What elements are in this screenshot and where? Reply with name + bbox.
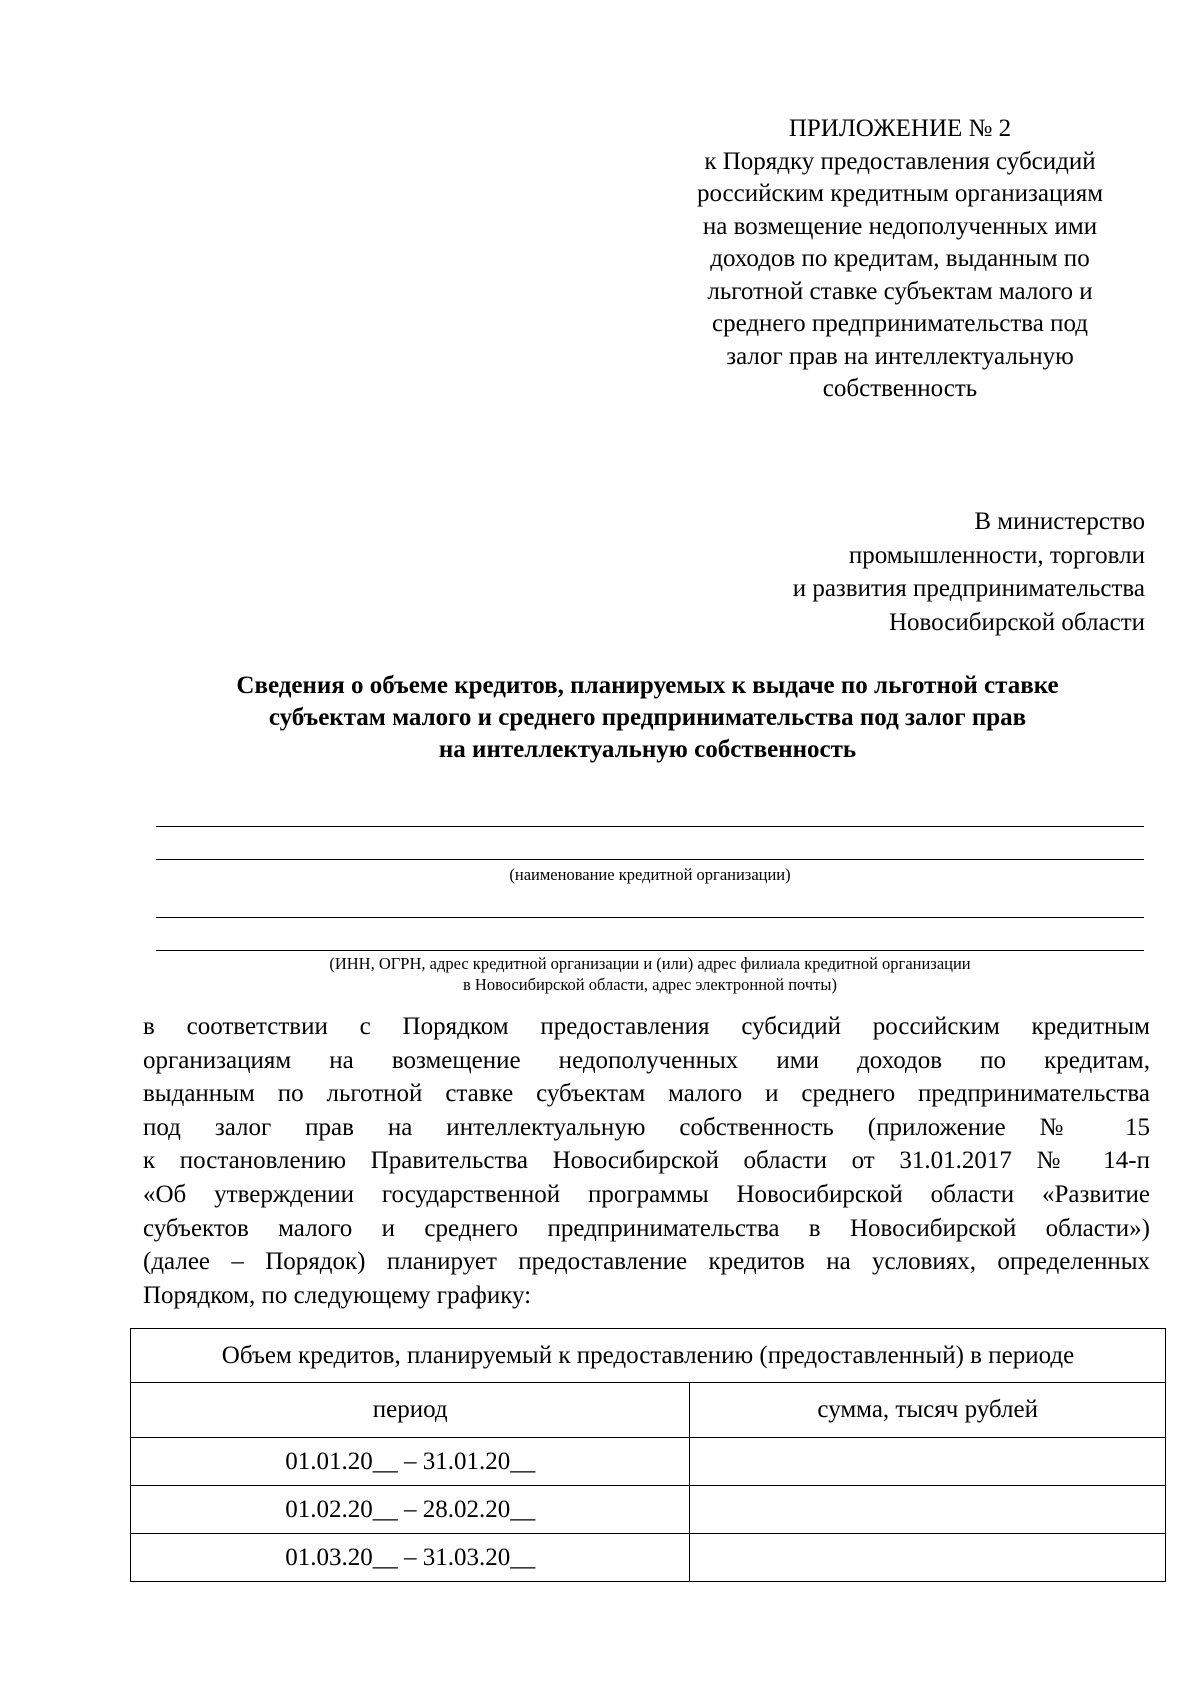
appendix-line: льготной ставке субъектам малого и (707, 277, 1093, 305)
table-subheader-row (131, 1383, 1166, 1438)
table-row (131, 1438, 1166, 1486)
appendix-title: ПРИЛОЖЕНИЕ № 2 (788, 115, 1012, 142)
body-line: в соответствии с Порядком предоставления субсидий российским кредитным (143, 1013, 1150, 1040)
table-header-row (131, 1329, 1166, 1383)
addressee-block (625, 505, 1145, 639)
period-cell: 01.02.20__ – 28.02.20__ (131, 1486, 690, 1534)
org-details-caption (156, 954, 1144, 995)
body-line: Порядком, по следующему графику: (143, 1281, 532, 1309)
addressee-line: Новосибирской области (888, 608, 1145, 636)
org-name-fill-line[interactable] (156, 859, 1144, 860)
addressee-line: В министерство (974, 508, 1145, 535)
org-name-caption (156, 865, 1144, 886)
body-line: к постановлению Правительства Новосибирской области от 31.01.2017 № 14-п (143, 1147, 1150, 1175)
appendix-line: собственность (822, 375, 978, 402)
body-line: «Об утверждении государственной программы Новосибирской области «Развитие (143, 1180, 1150, 1208)
title-line: Сведения о объеме кредитов, планируемых к выдаче по льготной ставке (236, 672, 1059, 699)
body-line: под залог прав на интеллектуальную собственность (приложение № 15 (143, 1113, 1150, 1141)
body-line: (далее – Порядок) планирует предоставление кредитов на условиях, определенных (143, 1248, 1150, 1276)
caption-text: (наименование кредитной организации) (509, 865, 791, 884)
org-details-fill-line[interactable] (156, 917, 1144, 918)
column-header-period: период (131, 1383, 690, 1438)
period-cell: 01.01.20__ – 31.01.20__ (131, 1438, 690, 1486)
sum-cell[interactable] (690, 1438, 1166, 1486)
sum-cell[interactable] (690, 1486, 1166, 1534)
table-header: Объем кредитов, планируемый к предоставлению (предоставленный) в периоде (131, 1329, 1166, 1383)
column-header-sum: сумма, тысяч рублей (690, 1383, 1166, 1438)
body-paragraph (143, 1010, 1150, 1312)
caption-text: (ИНН, ОГРН, адрес кредитной организации и (или) адрес филиала кредитной организации (329, 954, 971, 973)
appendix-line: доходов по кредитам, выданным по (710, 245, 1090, 272)
body-line: организациям на возмещение недополученных ими доходов по кредитам, (143, 1046, 1150, 1074)
org-details-fill-line[interactable] (156, 950, 1144, 951)
schedule-table (130, 1328, 1166, 1582)
addressee-line: и развития предпринимательства (792, 575, 1145, 602)
document-title (120, 670, 1175, 766)
table-row (131, 1534, 1166, 1582)
appendix-line: российским кредитным организациям (696, 180, 1104, 207)
appendix-header (650, 113, 1150, 406)
appendix-line: на возмещение недополученных ими (702, 212, 1098, 240)
table-row (131, 1486, 1166, 1534)
appendix-line: среднего предпринимательства под (711, 310, 1089, 337)
period-cell: 01.03.20__ – 31.03.20__ (131, 1534, 690, 1582)
sum-cell[interactable] (690, 1534, 1166, 1582)
addressee-line: промышленности, торговли (848, 541, 1145, 569)
title-line: на интеллектуальную собственность (438, 736, 857, 763)
appendix-line: к Порядку предоставления субсидий (704, 147, 1096, 175)
caption-text: в Новосибирской области, адрес электронной почты) (463, 974, 837, 994)
appendix-line: залог прав на интеллектуальную (726, 342, 1074, 370)
title-line: субъектам малого и среднего предпринимательства под залог прав (268, 704, 1027, 731)
org-name-fill-line[interactable] (156, 826, 1144, 827)
body-line: выданным по льготной ставке субъектам малого и среднего предпринимательства (143, 1080, 1150, 1108)
body-line: субъектов малого и среднего предпринимательства в Новосибирской области») (143, 1214, 1150, 1242)
